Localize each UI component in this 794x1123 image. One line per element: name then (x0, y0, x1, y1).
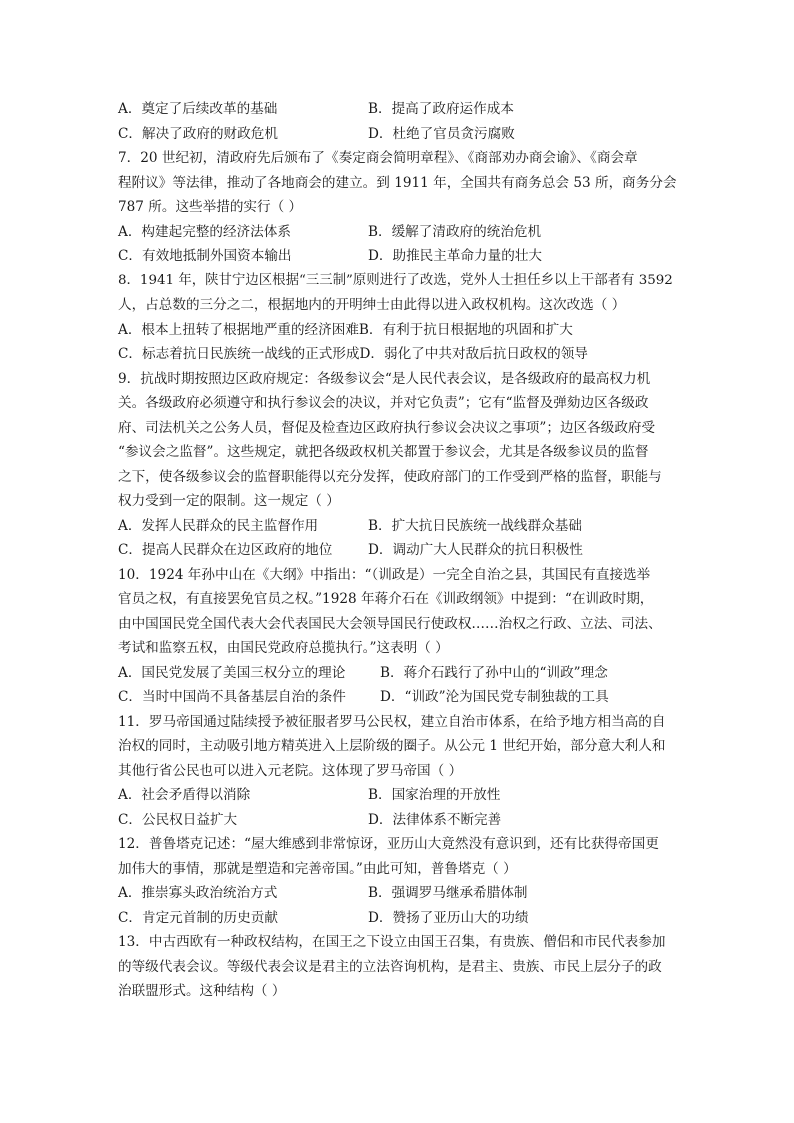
option-row (118, 685, 679, 710)
option-row (118, 661, 679, 686)
question-7-line: 787 所。这些举措的实行（ ） (118, 199, 303, 215)
option-d[interactable]: D．弱化了中共对敌后抗日政权的领导 (359, 346, 588, 362)
option-c[interactable]: C．有效地抵制外国资本输出 (118, 248, 292, 264)
option-d[interactable]: D．法律体系不断完善 (368, 811, 502, 828)
question-13-line: 的等级代表会议。等级代表会议是君主的立法咨询机构，是君主、贵族、市民上层分子的政 (118, 958, 662, 975)
option-a[interactable]: A．社会矛盾得以消除 (118, 787, 251, 803)
question-9-line: 府、司法机关之公务人员，督促及检查边区政府执行参议会决议之事项”；边区各级政府受 (118, 419, 656, 436)
option-c[interactable]: C．提高人民群众在边区政府的地位 (118, 542, 333, 558)
question-9 (118, 367, 679, 514)
option-c[interactable]: C．标志着抗日民族统一战线的正式形成 (118, 346, 360, 362)
option-c[interactable]: C．当时中国尚不具备基层自治的条件 (118, 689, 346, 705)
question-9-line: 之下，使各级参议会的监督职能得以充分发挥，使政府部门的工作受到严格的监督，职能与 (118, 468, 662, 485)
question-13-line: 13．中古西欧有一种政权结构，在国王之下设立由国王召集，有贵族、僧侣和市民代表参加 (118, 934, 666, 950)
option-row (118, 122, 679, 147)
question-8-line: 人，占总数的三分之二，根据地内的开明绅士由此得以进入政权机构。这次改选（ ） (118, 297, 626, 313)
option-c[interactable]: C．解决了政府的财政危机 (118, 125, 278, 142)
option-row (118, 318, 679, 343)
option-d[interactable]: D．赞扬了亚历山大的功绩 (368, 909, 529, 926)
option-row (118, 342, 679, 367)
question-12 (118, 832, 679, 881)
question-12-line: 12．普鲁塔克记述：“屋大维感到非常惊讶，亚历山大竟然没有意识到，还有比获得帝国更 (118, 836, 659, 852)
option-b[interactable]: B．国家治理的开放性 (368, 787, 501, 803)
question-7-options (118, 220, 679, 269)
question-7-line: 程附议》等法律，推动了各地商会的建立。到 1911 年，全国共有商务总会 53 所，商务分会 (118, 174, 677, 191)
question-9-line: 权力受到一定的限制。这一规定（ ） (118, 493, 340, 509)
question-10-line: 考试和监察五权，由国民党政府总揽执行。”这表明（ ） (118, 640, 449, 656)
option-c[interactable]: C．公民权日益扩大 (118, 811, 238, 828)
option-row (118, 514, 679, 539)
question-10-line: 官员之权，有直接罢免官员之权。”1928 年蒋介石在《训政纲领》中提到：“在训政时期， (118, 591, 654, 607)
question-9-line: 9．抗战时期按照边区政府规定：各级参议会“是人民代表会议，是各级政府的最高权力机 (118, 370, 651, 387)
option-row (118, 906, 679, 931)
question-9-line: “参议会之监督”。这些规定，就把各级政权机关都置于参议会，尤其是各级参议员的监督 (118, 444, 649, 460)
option-d[interactable]: D．杜绝了官员贪污腐败 (368, 125, 515, 142)
option-a[interactable]: A．国民党发展了美国三权分立的理论 (118, 664, 346, 681)
question-12-options (118, 881, 679, 930)
option-row (118, 538, 679, 563)
option-row (118, 244, 679, 269)
question-10-line: 10．1924 年孙中山在《大纲》中指出：“（训政是）一完全自治之县，其国民有直接选举 (118, 566, 651, 583)
question-13-line: 治联盟形式。这种结构（ ） (118, 983, 286, 999)
question-9-options (118, 514, 679, 563)
option-row (118, 220, 679, 245)
question-6-options (118, 97, 679, 146)
option-b[interactable]: B．缓解了清政府的统治危机 (368, 223, 542, 240)
question-12-line: 加伟大的事情，那就是塑造和完善帝国。”由此可知，普鲁塔克（ ） (118, 860, 517, 877)
option-d[interactable]: D．调动广大人民群众的抗日积极性 (368, 542, 583, 558)
option-b[interactable]: B．有利于抗日根据地的巩固和扩大 (358, 321, 573, 338)
question-11-options (118, 783, 679, 832)
question-11-line: 治权的同时，主动吸引地方精英进入上层阶级的圈子。从公元 1 世纪开始，部分意大利人和 (118, 738, 666, 754)
question-10 (118, 563, 679, 661)
option-b[interactable]: B．扩大抗日民族统一战线群众基础 (368, 517, 582, 534)
question-7-line: 7．20 世纪初，清政府先后颁布了《奏定商会简明章程》、《商部劝办商会谕》、《商会章 (118, 150, 638, 166)
question-8-line: 8．1941 年，陕甘宁边区根据“三三制”原则进行了改选，党外人士担任乡以上干部者有 3592 (118, 272, 673, 288)
question-7 (118, 146, 679, 220)
question-10-line: 由中国国民党全国代表大会代表国民大会领导国民行使政权……治权之行政、立法、司法、 (118, 615, 662, 632)
option-c[interactable]: C．肯定元首制的历史贡献 (118, 909, 278, 926)
question-9-line: 关。各级政府必须遵守和执行参议会的决议，并对它负责”；它有“监督及弹劾边区各级政 (118, 395, 649, 411)
option-d[interactable]: D．“训政”沦为国民党专制独裁的工具 (380, 689, 609, 705)
question-10-options (118, 661, 679, 710)
question-8-options (118, 318, 679, 367)
option-a[interactable]: A．根本上扭转了根据地严重的经济困难 (118, 321, 359, 338)
option-a[interactable]: A．构建起完整的经济法体系 (118, 223, 291, 240)
question-13 (118, 930, 679, 1004)
option-b[interactable]: B．蒋介石践行了孙中山的“训政”理念 (380, 664, 608, 681)
question-11-line: 其他行省公民也可以进入元老院。这体现了罗马帝国（ ） (118, 762, 463, 779)
option-a[interactable]: A．推崇寡头政治统治方式 (118, 885, 278, 901)
question-11 (118, 710, 679, 784)
option-d[interactable]: D．助推民主革命力量的壮大 (368, 248, 543, 264)
question-8 (118, 269, 679, 318)
option-row (118, 881, 679, 906)
option-b[interactable]: B．强调罗马继承希腊体制 (368, 885, 528, 901)
option-row (118, 97, 679, 122)
option-row (118, 808, 679, 833)
question-11-line: 11．罗马帝国通过陆续授予被征服者罗马公民权，建立自治市体系，在给予地方相当高的自 (118, 713, 666, 730)
option-a[interactable]: A．发挥人民群众的民主监督作用 (118, 517, 319, 534)
option-b[interactable]: B．提高了政府运作成本 (368, 101, 514, 117)
option-row (118, 783, 679, 808)
option-a[interactable]: A．奠定了后续改革的基础 (118, 101, 278, 117)
